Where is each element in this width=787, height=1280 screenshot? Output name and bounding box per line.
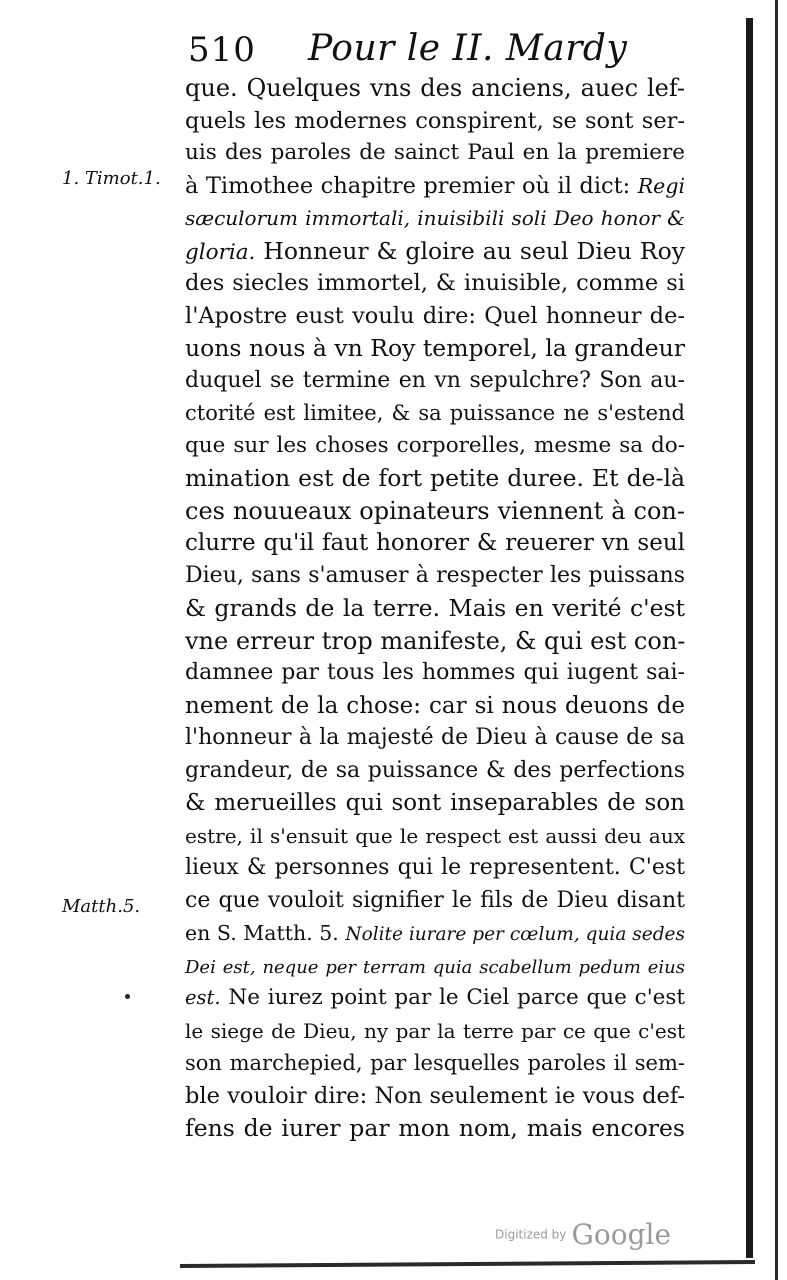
text-line <box>185 982 685 1015</box>
text-line <box>185 625 685 658</box>
line-segment: à Timothee chapitre premier où il dict: <box>185 172 638 199</box>
text-line <box>185 72 685 105</box>
running-title: Pour le II. Mardy <box>308 28 628 69</box>
google-logo-text: Google <box>571 1218 672 1251</box>
line-segment: quels les modernes conspirent, se sont ser- <box>185 107 685 134</box>
latin-quotation: Regi <box>637 173 685 198</box>
text-line <box>185 365 685 398</box>
text-line <box>185 852 685 885</box>
text-line <box>185 430 685 463</box>
text-line <box>185 332 685 365</box>
page-edge-shadow <box>746 18 753 1258</box>
line-segment: & grands de la terre. Mais en verité c'est <box>185 594 685 622</box>
text-line <box>185 917 685 950</box>
line-segment: mination est de fort petite duree. Et de-là <box>185 464 685 492</box>
line-segment: ce que vouloit signifier le fils de Dieu disant <box>185 887 685 913</box>
text-line <box>185 820 685 853</box>
text-line <box>185 527 685 560</box>
line-segment: Ne iurez point par le Ciel parce que c'est <box>220 985 685 1010</box>
line-segment: vne erreur trop manifeste, & qui est con- <box>185 626 685 655</box>
line-segment: nement de la chose: car si nous deuons de <box>185 692 685 719</box>
line-segment: clurre qu'il faut honorer & reuerer vn seul <box>185 530 685 556</box>
line-segment: & merueilles qui sont inseparables de son <box>185 790 685 816</box>
line-segment: son marchepied, par lesquelles paroles il sem- <box>185 1051 685 1075</box>
line-segment: Honneur & gloire au seul Dieu Roy <box>255 236 685 265</box>
text-line <box>185 722 685 755</box>
line-segment: estre, il s'ensuit que le respect est aussi deu aux <box>185 823 685 848</box>
line-segment: uis des paroles de sainct Paul en la premiere <box>185 140 685 165</box>
line-segment: ctorité est limitee, & sa puissance ne s'estend <box>185 401 685 425</box>
text-line <box>185 397 685 430</box>
text-line <box>185 950 685 983</box>
body-text <box>185 72 685 1145</box>
watermark-prefix: Digitized by <box>495 1227 567 1242</box>
line-segment: duquel se termine en vn sepulchre? Son au- <box>185 367 685 393</box>
line-segment: le siege de Dieu, ny par la terre par ce que c'est <box>185 1018 685 1043</box>
latin-quotation: est. <box>185 986 221 1009</box>
line-segment: lieux & personnes qui le representent. C'est <box>185 855 685 880</box>
text-line <box>185 560 685 593</box>
text-line <box>185 1080 685 1113</box>
scan-edge-line <box>775 0 778 1280</box>
line-segment: grandeur, de sa puissance & des perfections <box>185 757 685 783</box>
text-line <box>185 267 685 300</box>
line-segment: ces nouueaux opinateurs viennent à con- <box>185 496 685 525</box>
line-segment: fens de iurer par mon nom, mais encores <box>185 1114 685 1142</box>
text-line <box>185 592 685 625</box>
text-line <box>185 105 685 138</box>
line-segment: ble vouloir dire: Non seulement ie vous def- <box>185 1082 685 1109</box>
digitized-by-google-watermark <box>495 1218 671 1251</box>
text-line <box>185 137 685 170</box>
text-line <box>185 755 685 788</box>
line-segment: l'honneur à la majesté de Dieu à cause de sa <box>185 725 685 750</box>
text-line <box>185 300 685 333</box>
margin-note-timothy: 1. Timot.1. <box>62 168 161 189</box>
text-line <box>185 1015 685 1048</box>
text-line <box>185 495 685 528</box>
text-line <box>185 885 685 918</box>
text-line <box>185 787 685 820</box>
margin-note-matthew: Matth.5. <box>62 896 141 917</box>
line-segment: uons nous à vn Roy temporel, la grandeur <box>185 334 685 362</box>
text-line <box>185 1047 685 1080</box>
latin-quotation: sæculorum immortali, inuisibili soli Deo honor & <box>185 206 685 230</box>
line-segment: que sur les choses corporelles, mesme sa do- <box>185 432 685 458</box>
latin-quotation: Nolite iurare per cœlum, quia sedes <box>345 924 685 945</box>
text-line <box>185 1112 685 1145</box>
line-segment: damnee par tous les hommes qui iugent sai- <box>185 660 685 685</box>
text-line <box>185 202 685 235</box>
line-segment: des siecles immortel, & inuisible, comme si <box>185 270 685 296</box>
line-segment: Dieu, sans s'amuser à respecter les puissans <box>185 562 685 588</box>
line-segment: que. Quelques vns des anciens, auec lef- <box>185 74 685 102</box>
text-line <box>185 690 685 723</box>
latin-quotation: Dei est, neque per terram quia scabellum pedum eius <box>185 956 685 978</box>
page-header <box>180 24 700 72</box>
text-line <box>185 657 685 690</box>
text-line <box>185 170 685 203</box>
text-line <box>185 235 685 268</box>
ink-speck <box>125 994 130 999</box>
page-number: 510 <box>188 30 256 70</box>
latin-quotation: gloria. <box>185 239 256 265</box>
text-line <box>185 462 685 495</box>
line-segment: l'Apostre eust voulu dire: Quel honneur de- <box>185 302 685 329</box>
line-segment: en S. Matth. 5. <box>185 921 346 945</box>
scan-bottom-edge <box>180 1260 755 1268</box>
